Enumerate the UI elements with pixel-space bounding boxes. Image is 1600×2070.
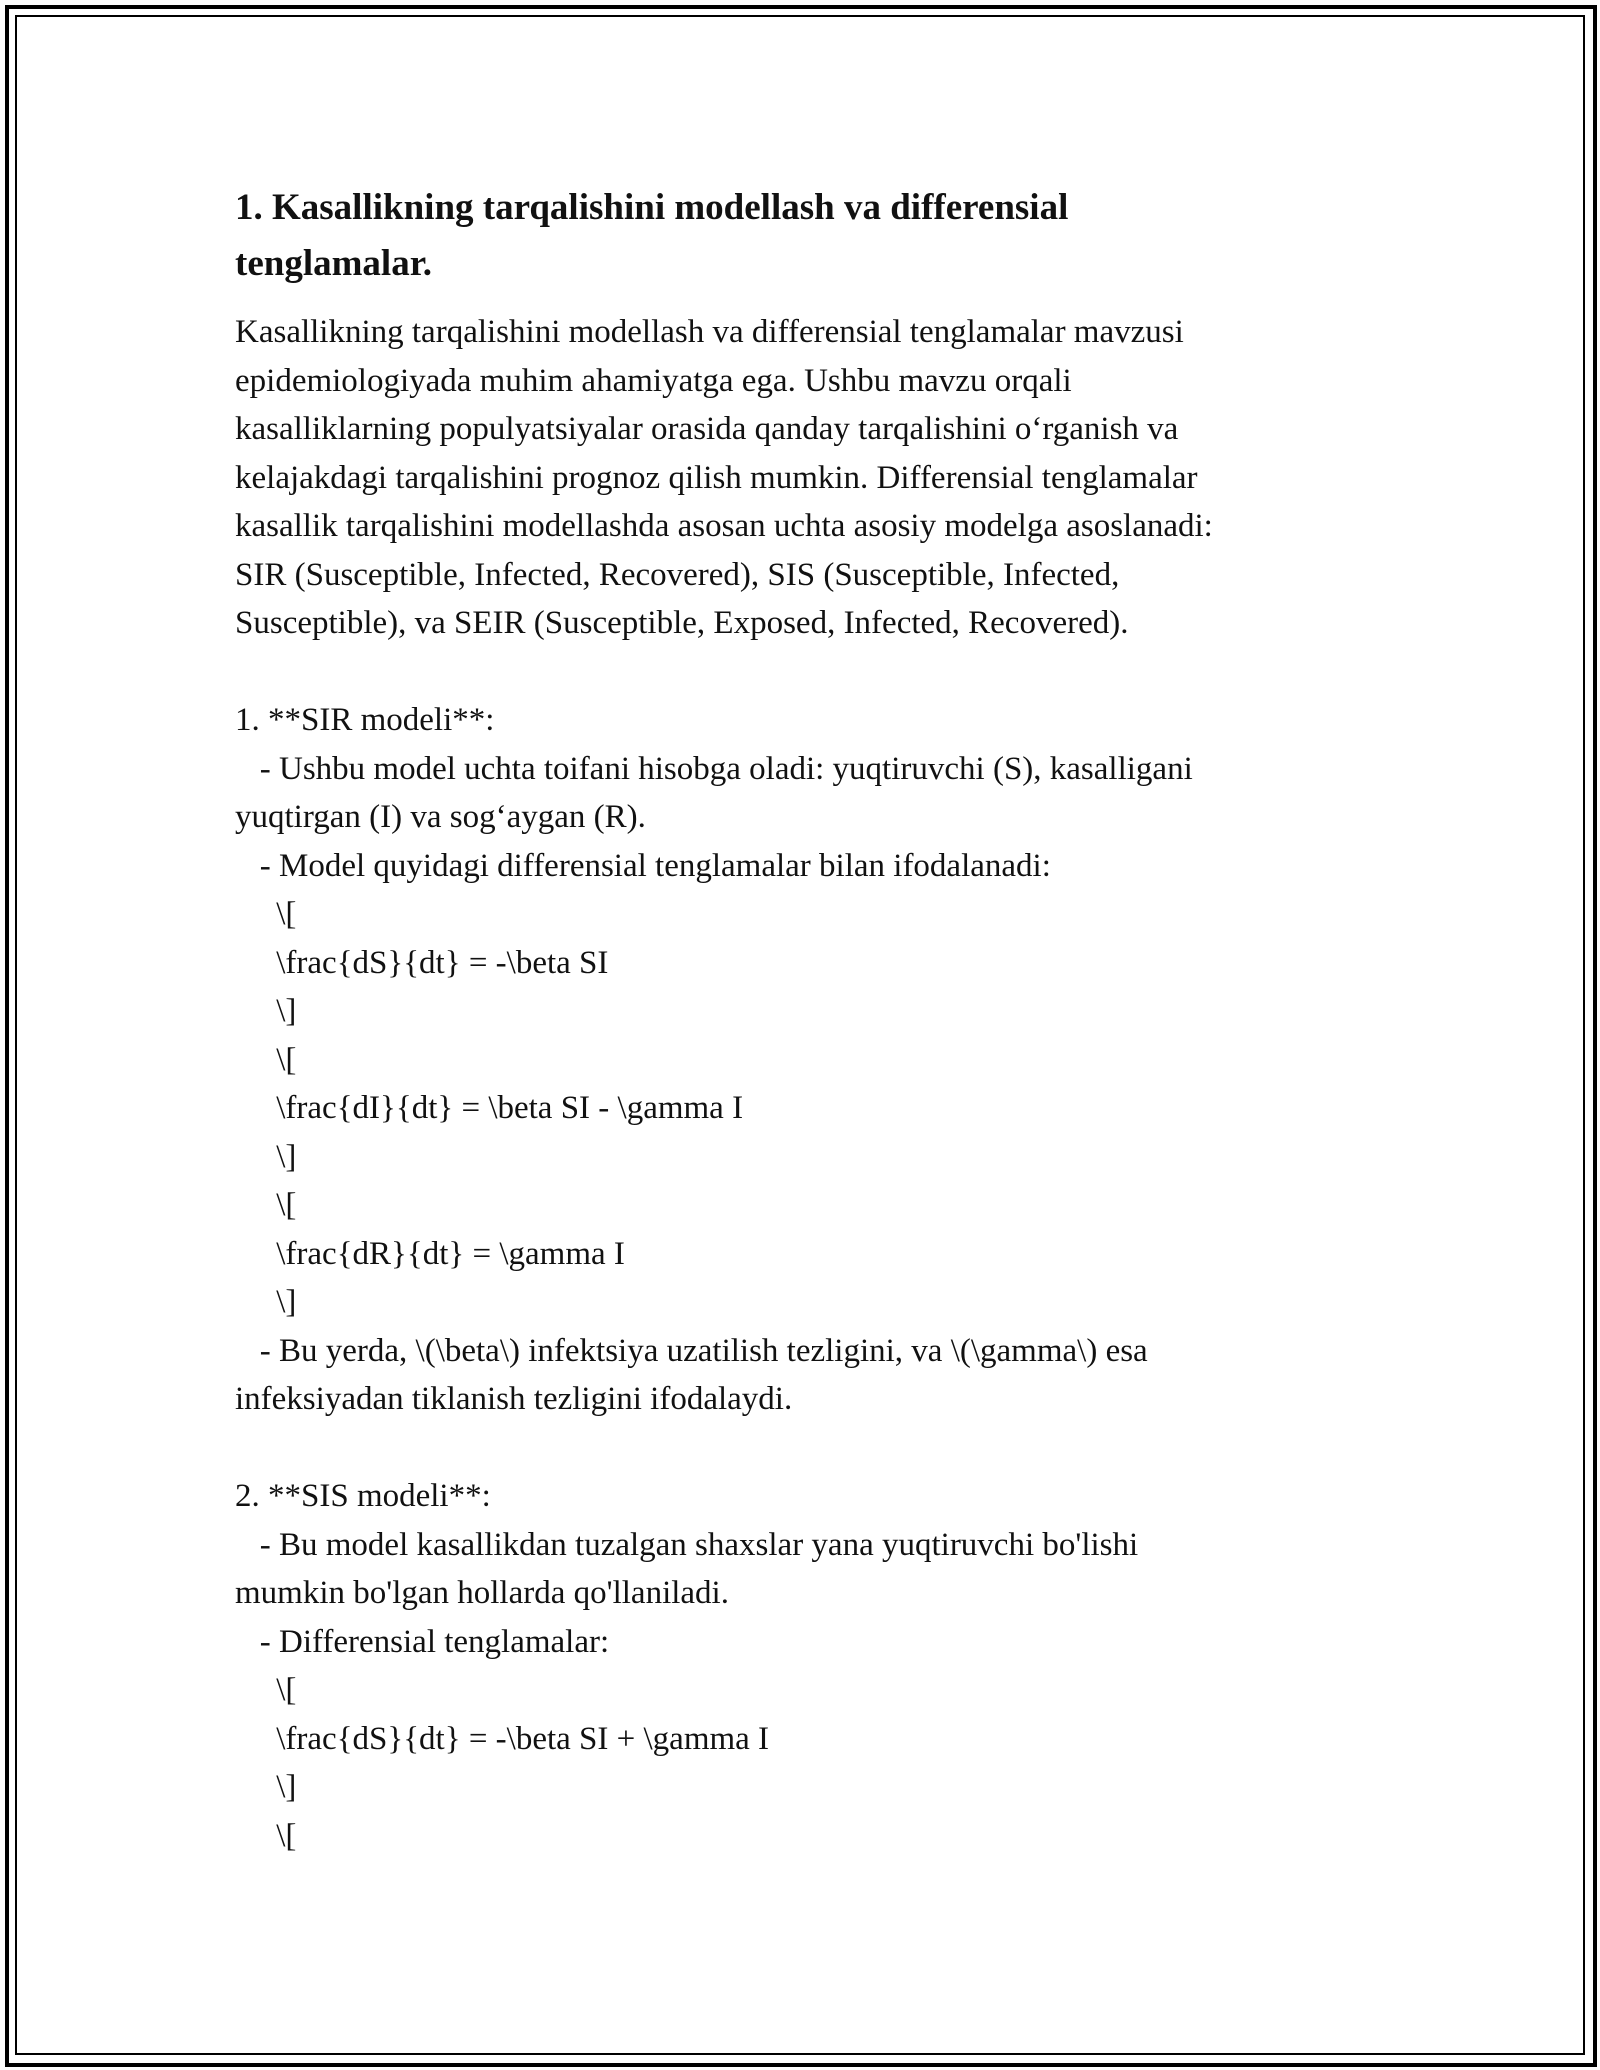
blank-line	[235, 648, 1365, 697]
equation-line: \[	[235, 1187, 297, 1223]
document-body	[235, 180, 1365, 1860]
text-line: kasallik tarqalishini modellashda asosan uchta asosiy modelga asoslanadi:	[235, 508, 1213, 544]
equation-line: \]	[235, 1284, 297, 1320]
equation-line: \[	[235, 1817, 297, 1854]
text-line: infeksiyadan tiklanish tezligini ifodalaydi.	[235, 1381, 793, 1417]
heading-line: tenglamalar.	[235, 243, 432, 284]
text-line: SIR (Susceptible, Infected, Recovered), SIS (Susceptible, Infected,	[235, 556, 1120, 593]
equation-line: \]	[235, 1138, 297, 1175]
equation-line: \]	[235, 993, 297, 1029]
text-line: - Bu model kasallikdan tuzalgan shaxslar yana yuqtiruvchi bo'lishi	[235, 1526, 1139, 1563]
text-line: - Bu yerda, \(\beta\) infektsiya uzatilish tezligini, va \(\gamma\) esa	[235, 1332, 1148, 1369]
text-line: Kasallikning tarqalishini modellash va differensial tenglamalar mavzusi	[235, 314, 1184, 350]
blank-line	[235, 1424, 1365, 1473]
equation-line: \]	[235, 1769, 297, 1805]
equation-line: \[	[235, 896, 297, 932]
equation-line: \frac{dI}{dt} = \beta SI - \gamma I	[235, 1090, 744, 1126]
equation-line: \frac{dS}{dt} = -\beta SI	[235, 944, 609, 981]
heading-line: 1. Kasallikning tarqalishini modellash va differensial	[235, 187, 1069, 228]
text-line: kasalliklarning populyatsiyalar orasida qanday tarqalishini o‘rganish va	[235, 411, 1179, 447]
intro-paragraph	[235, 308, 1365, 648]
sir-model-section	[235, 696, 1365, 1424]
text-line: 1. **SIR modeli**:	[235, 702, 495, 738]
text-line: - Differensial tenglamalar:	[235, 1623, 610, 1660]
text-line: epidemiologiyada muhim ahamiyatga ega. Ushbu mavzu orqali	[235, 362, 1072, 399]
text-line: mumkin bo'lgan hollarda qo'llaniladi.	[235, 1575, 729, 1611]
text-line: - Ushbu model uchta toifani hisobga oladi: yuqtiruvchi (S), kasalligani	[235, 750, 1193, 787]
equation-line: \[	[235, 1672, 297, 1708]
section-heading	[235, 180, 1365, 292]
sis-model-section	[235, 1472, 1365, 1860]
text-line: kelajakdagi tarqalishini prognoz qilish mumkin. Differensial tenglamalar	[235, 459, 1198, 496]
equation-line: \frac{dS}{dt} = -\beta SI + \gamma I	[235, 1720, 770, 1757]
equation-line: \[	[235, 1041, 297, 1078]
text-line: 2. **SIS modeli**:	[235, 1478, 491, 1514]
text-line: - Model quyidagi differensial tenglamalar bilan ifodalanadi:	[235, 847, 1051, 884]
equation-line: \frac{dR}{dt} = \gamma I	[235, 1235, 625, 1272]
text-line: yuqtirgan (I) va sog‘aygan (R).	[235, 799, 646, 835]
text-line: Susceptible), va SEIR (Susceptible, Exposed, Infected, Recovered).	[235, 605, 1129, 641]
